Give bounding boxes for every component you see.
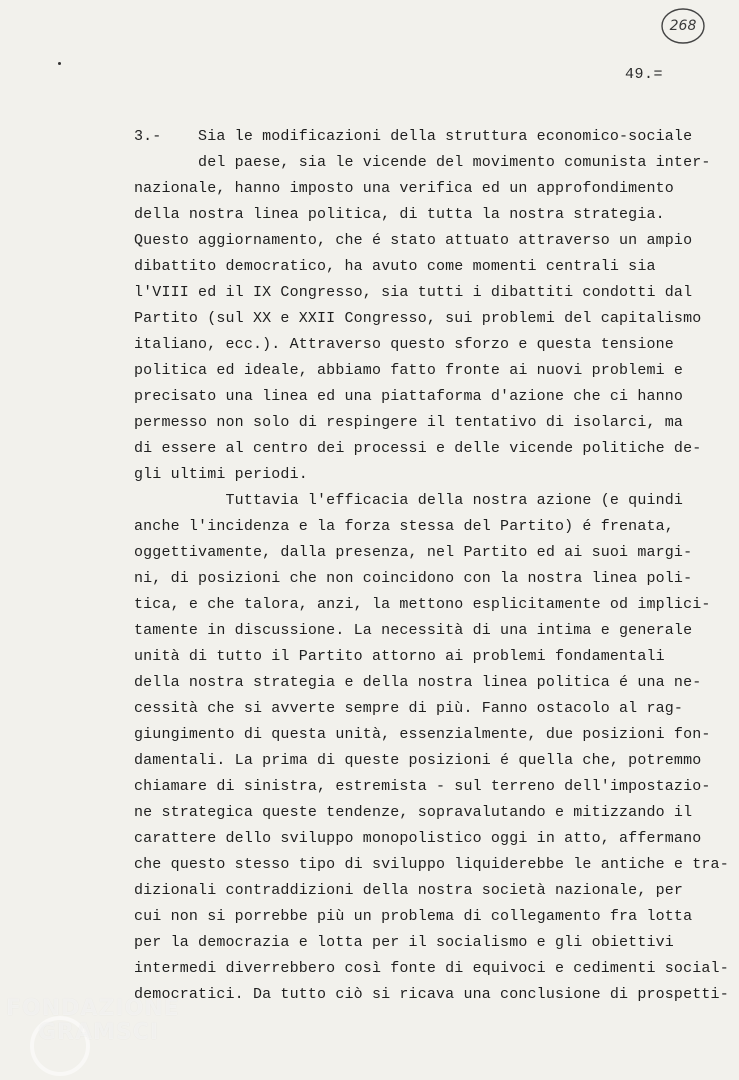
ink-dot: [58, 62, 61, 65]
stamp-number: 268: [669, 18, 697, 34]
text-line: ni, di posizioni che non coincidono con la nostra linea poli-: [134, 570, 693, 587]
text-line: 3.- Sia le modificazioni della struttura economico-sociale: [134, 128, 693, 145]
text-line: politica ed ideale, abbiamo fatto fronte ai nuovi problemi e: [134, 362, 684, 379]
text-line: ne strategica queste tendenze, sopravalutando e mitizzando il: [134, 804, 693, 821]
watermark-line-2: GRAMSCI: [38, 1020, 160, 1045]
text-line: carattere dello sviluppo monopolistico oggi in atto, affermano: [134, 830, 702, 847]
text-line: cessità che si avverte sempre di più. Fanno ostacolo al rag-: [134, 700, 684, 717]
text-line: precisato una linea ed una piattaforma d'azione che ci hanno: [134, 388, 684, 405]
text-line: nazionale, hanno imposto una verifica ed un approfondimento: [134, 180, 674, 197]
text-line: Tuttavia l'efficacia della nostra azione (e quindi: [134, 492, 684, 509]
archive-stamp: [660, 6, 706, 46]
text-line: l'VIII ed il IX Congresso, sia tutti i dibattiti condotti dal: [134, 284, 693, 301]
text-line: per la democrazia e lotta per il socialismo e gli obiettivi: [134, 934, 674, 951]
text-line: giungimento di questa unità, essenzialmente, due posizioni fon-: [134, 726, 711, 743]
text-line: dizionali contraddizioni della nostra società nazionale, per: [134, 882, 684, 899]
text-line: dibattito democratico, ha avuto come momenti centrali sia: [134, 258, 656, 275]
text-line: italiano, ecc.). Attraverso questo sforzo e questa tensione: [134, 336, 674, 353]
text-line: chiamare di sinistra, estremista - sul terreno dell'impostazio-: [134, 778, 711, 795]
text-line: permesso non solo di respingere il tentativo di isolarci, ma: [134, 414, 684, 431]
text-line: democratici. Da tutto ciò si ricava una conclusione di prospetti-: [134, 986, 729, 1003]
watermark-line-1: FONDAZIONE: [6, 996, 180, 1021]
text-line: della nostra linea politica, di tutta la nostra strategia.: [134, 206, 665, 223]
text-line: Questo aggiornamento, che é stato attuato attraverso un ampio: [134, 232, 693, 249]
text-line: intermedi diverrebbero così fonte di equivoci e cedimenti social-: [134, 960, 729, 977]
text-line: damentali. La prima di queste posizioni é quella che, potremmo: [134, 752, 702, 769]
text-line: unità di tutto il Partito attorno ai problemi fondamentali: [134, 648, 665, 665]
text-line: tica, e che talora, anzi, la mettono esplicitamente od implici-: [134, 596, 711, 613]
text-line: che questo stesso tipo di sviluppo liquiderebbe le antiche e tra-: [134, 856, 729, 873]
text-line: Partito (sul XX e XXII Congresso, sui problemi del capitalismo: [134, 310, 702, 327]
text-line: del paese, sia le vicende del movimento comunista inter-: [134, 154, 711, 171]
text-line: di essere al centro dei processi e delle vicende politiche de-: [134, 440, 702, 457]
text-line: della nostra strategia e della nostra linea politica é una ne-: [134, 674, 702, 691]
text-line: cui non si porrebbe più un problema di collegamento fra lotta: [134, 908, 693, 925]
page-number: 49.=: [625, 66, 664, 83]
text-line: oggettivamente, dalla presenza, nel Partito ed ai suoi margi-: [134, 544, 693, 561]
text-line: gli ultimi periodi.: [134, 466, 308, 483]
text-line: anche l'incidenza e la forza stessa del Partito) é frenata,: [134, 518, 674, 535]
text-line: tamente in discussione. La necessità di una intima e generale: [134, 622, 693, 639]
